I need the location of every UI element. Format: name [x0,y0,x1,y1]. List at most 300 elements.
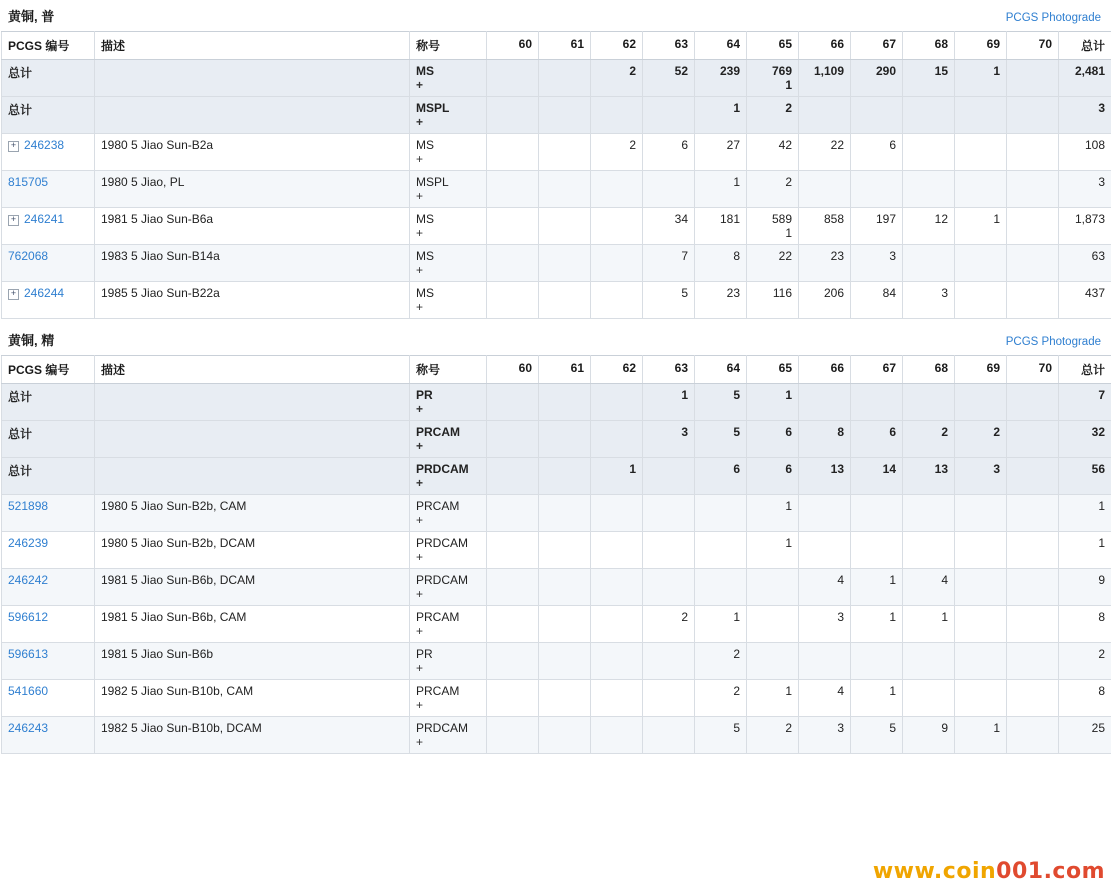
grade-cell: 2 [695,680,747,717]
row-total-cell: 32 [1059,421,1111,458]
photograde-link[interactable]: PCGS Photograde [1005,12,1101,24]
column-header[interactable]: PCGS 编号 [2,356,95,384]
grade-cell: 3 [851,245,903,282]
pcgs-number-link[interactable]: 521898 [8,499,49,513]
table-header-row [2,356,1111,384]
grade-cell: 1 [695,97,747,134]
pcgs-number-cell [2,717,95,754]
grade-cell: 2 [747,171,799,208]
designation-label: MSPL [416,101,450,115]
grade-cell [903,680,955,717]
column-header[interactable]: PCGS 编号 [2,32,95,60]
column-header[interactable]: 62 [591,32,643,60]
column-header[interactable]: 65 [747,32,799,60]
grade-cell [539,421,591,458]
grade-cell: 22 [747,245,799,282]
grade-cell: 2 [747,97,799,134]
pcgs-number-cell [2,245,95,282]
grade-cell [539,606,591,643]
grade-cell: 6 [747,458,799,495]
grade-cell [695,532,747,569]
grade-cell: 2 [591,134,643,171]
designation-cell [410,569,487,606]
designation-plus: + [416,152,424,166]
row-total-cell: 56 [1059,458,1111,495]
grade-cell [955,245,1007,282]
pcgs-number-cell [2,97,95,134]
description-cell [95,384,410,421]
grade-cell [903,384,955,421]
grade-cell: 1 [591,458,643,495]
section-header [0,324,1111,355]
grade-cell: 1 [747,532,799,569]
grade-cell [851,97,903,134]
designation-cell [410,384,487,421]
column-header[interactable]: 总计 [1059,32,1111,60]
grade-cell [955,384,1007,421]
grade-cell [591,606,643,643]
designation-label: PRCAM [416,425,460,439]
table-row [2,134,1111,171]
column-header[interactable]: 68 [903,356,955,384]
grade-cell: 14 [851,458,903,495]
column-header[interactable]: 69 [955,32,1007,60]
designation-cell [410,680,487,717]
grade-cell: 3 [799,606,851,643]
total-row [2,421,1111,458]
grade-cell [1007,495,1059,532]
description-cell: 1980 5 Jiao, PL [95,171,410,208]
total-row [2,97,1111,134]
grade-cell [591,569,643,606]
pcgs-number-link[interactable]: 541660 [8,684,49,698]
grade-cell [487,384,539,421]
grade-cell [591,97,643,134]
pcgs-number-link[interactable]: 246241 [24,212,65,226]
designation-label: PRDCAM [416,573,469,587]
grade-cell [487,97,539,134]
designation-label: MSPL [416,175,449,189]
column-header[interactable]: 称号 [410,32,487,60]
table-row [2,282,1111,319]
grade-cell [1007,60,1059,97]
grade-cell: 2 [695,643,747,680]
pcgs-number-cell [2,208,95,245]
grade-plus-count: 1 [785,78,792,92]
row-total-cell: 1,873 [1059,208,1111,245]
total-label: 总计 [8,66,33,80]
column-header[interactable]: 67 [851,356,903,384]
grade-cell [799,495,851,532]
designation-cell [410,532,487,569]
grade-cell [955,680,1007,717]
grade-cell: 13 [903,458,955,495]
grade-cell [487,245,539,282]
grade-cell: 5 [851,717,903,754]
grade-cell: 5 [695,421,747,458]
pcgs-number-cell [2,495,95,532]
grade-cell [851,643,903,680]
grade-cell [1007,643,1059,680]
description-cell [95,421,410,458]
grade-cell [695,495,747,532]
pcgs-number-cell [2,643,95,680]
designation-cell [410,421,487,458]
designation-label: PRDCAM [416,721,469,735]
total-row [2,384,1111,421]
report-section [0,0,1111,319]
designation-plus: + [416,300,424,314]
column-header[interactable]: 称号 [410,356,487,384]
pcgs-number-cell [2,282,95,319]
grade-cell: 1 [851,680,903,717]
pcgs-number-link[interactable]: 246244 [24,286,65,300]
description-cell: 1983 5 Jiao Sun-B14a [95,245,410,282]
grade-cell [955,134,1007,171]
description-cell: 1980 5 Jiao Sun-B2b, DCAM [95,532,410,569]
grade-cell [851,495,903,532]
pcgs-number-cell [2,60,95,97]
grade-cell [903,171,955,208]
grade-cell: 23 [695,282,747,319]
grade-cell [539,495,591,532]
description-cell: 1980 5 Jiao Sun-B2a [95,134,410,171]
row-total-cell: 25 [1059,717,1111,754]
grade-cell [591,171,643,208]
column-header[interactable]: 62 [591,356,643,384]
table-row [2,495,1111,532]
column-header[interactable]: 65 [747,356,799,384]
pcgs-number-link[interactable]: 246239 [8,536,49,550]
designation-label: MS [416,212,434,226]
pcgs-number-cell [2,532,95,569]
grade-cell: 12 [903,208,955,245]
grade-cell [539,171,591,208]
table-row [2,171,1111,208]
grade-cell [487,60,539,97]
grade-cell [487,421,539,458]
grade-cell [591,208,643,245]
grade-cell [487,208,539,245]
description-cell [95,458,410,495]
grade-cell [747,569,799,606]
section-header [0,0,1111,31]
grade-cell: 9 [903,717,955,754]
grade-cell [903,495,955,532]
grade-cell [591,495,643,532]
grade-cell [1007,208,1059,245]
grade-cell: 3 [799,717,851,754]
grade-cell [1007,680,1059,717]
designation-plus: + [416,226,424,240]
grade-cell [591,717,643,754]
grade-cell [799,97,851,134]
grade-cell: 239 [695,60,747,97]
grade-cell: 858 [799,208,851,245]
grade-cell [1007,421,1059,458]
section-title: 黄铜, 普 [8,9,55,24]
grade-cell: 6 [695,458,747,495]
grade-cell [695,569,747,606]
column-header[interactable]: 描述 [95,356,410,384]
designation-label: MS [416,64,434,78]
designation-cell [410,606,487,643]
grade-cell [643,458,695,495]
grade-cell [1007,171,1059,208]
grade-cell: 1,109 [799,60,851,97]
column-header[interactable]: 总计 [1059,356,1111,384]
row-total-cell: 63 [1059,245,1111,282]
grade-cell [747,606,799,643]
designation-plus: + [416,513,424,527]
grade-cell: 6 [643,134,695,171]
column-header[interactable]: 70 [1007,356,1059,384]
row-total-cell: 9 [1059,569,1111,606]
designation-plus: + [416,735,424,749]
column-header[interactable]: 66 [799,356,851,384]
designation-cell [410,717,487,754]
table-row [2,680,1111,717]
designation-cell [410,643,487,680]
pcgs-number-cell [2,421,95,458]
grade-cell: 1 [955,60,1007,97]
grade-cell: 5 [695,384,747,421]
grade-cell [539,384,591,421]
table-row [2,569,1111,606]
grade-cell [955,171,1007,208]
expand-icon[interactable]: + [8,215,19,226]
grade-cell [903,97,955,134]
grade-cell [539,717,591,754]
pcgs-number-cell [2,606,95,643]
grade-cell: 8 [695,245,747,282]
total-label: 总计 [8,390,33,404]
grade-cell [643,532,695,569]
column-header[interactable]: 69 [955,356,1007,384]
grade-cell: 3 [903,282,955,319]
grade-cell: 2 [591,60,643,97]
pcgs-number-link[interactable]: 246243 [8,721,49,735]
designation-plus: + [416,263,424,277]
grade-cell: 2 [643,606,695,643]
designation-plus: + [416,439,424,453]
grade-cell [539,569,591,606]
grade-cell [487,717,539,754]
pcgs-number-link[interactable]: 596612 [8,610,49,624]
designation-cell [410,245,487,282]
description-cell: 1980 5 Jiao Sun-B2b, CAM [95,495,410,532]
grade-cell: 1 [903,606,955,643]
photograde-link[interactable]: PCGS Photograde [1005,336,1101,348]
grade-cell: 6 [851,134,903,171]
row-total-cell: 1 [1059,495,1111,532]
description-cell: 1981 5 Jiao Sun-B6b, DCAM [95,569,410,606]
table-row [2,717,1111,754]
designation-cell [410,97,487,134]
column-header[interactable]: 64 [695,356,747,384]
grade-count: 589 [771,212,792,226]
designation-label: PRCAM [416,684,460,698]
column-header[interactable]: 66 [799,32,851,60]
grade-cell: 34 [643,208,695,245]
grade-cell [1007,532,1059,569]
grade-cell [539,643,591,680]
column-header[interactable]: 63 [643,32,695,60]
grade-cell: 181 [695,208,747,245]
grade-cell [643,569,695,606]
designation-cell [410,282,487,319]
grade-cell [747,208,799,245]
grade-cell [487,606,539,643]
pcgs-number-link[interactable]: 815705 [8,175,49,189]
grade-cell: 27 [695,134,747,171]
grade-cell [1007,458,1059,495]
pcgs-number-link[interactable]: 596613 [8,647,49,661]
grade-cell: 197 [851,208,903,245]
description-cell: 1982 5 Jiao Sun-B10b, DCAM [95,717,410,754]
grade-cell [955,569,1007,606]
grade-cell: 5 [643,282,695,319]
watermark-part2: 001.com [996,859,1105,884]
column-header[interactable]: 60 [487,32,539,60]
grade-cell: 1 [851,606,903,643]
expand-icon[interactable]: + [8,141,19,152]
designation-label: PRDCAM [416,462,469,476]
grade-cell [643,171,695,208]
grade-cell [487,282,539,319]
description-cell [95,60,410,97]
designation-plus: + [416,624,424,638]
watermark-part1: www.coin [872,859,997,884]
section-spacer [0,754,1111,759]
column-header[interactable]: 70 [1007,32,1059,60]
column-header[interactable]: 63 [643,356,695,384]
column-header[interactable]: 61 [539,356,591,384]
grade-cell [539,60,591,97]
designation-plus: + [416,189,424,203]
grade-cell [851,384,903,421]
pcgs-number-link[interactable]: 246242 [8,573,49,587]
grade-cell [851,532,903,569]
grade-cell [851,171,903,208]
table-row [2,606,1111,643]
grade-cell [747,60,799,97]
grade-cell: 4 [903,569,955,606]
grade-cell [955,282,1007,319]
pcgs-number-link[interactable]: 246238 [24,138,65,152]
grade-cell [487,495,539,532]
pcgs-number-cell [2,171,95,208]
expand-icon[interactable]: + [8,289,19,300]
row-total-cell: 2 [1059,643,1111,680]
column-header[interactable]: 60 [487,356,539,384]
row-total-cell: 3 [1059,171,1111,208]
grade-cell: 13 [799,458,851,495]
row-total-cell: 7 [1059,384,1111,421]
grade-cell: 3 [643,421,695,458]
designation-cell [410,60,487,97]
designation-label: PRCAM [416,610,460,624]
pcgs-number-cell [2,384,95,421]
column-header[interactable]: 61 [539,32,591,60]
grade-cell [643,495,695,532]
designation-label: PR [416,647,433,661]
pcgs-number-link[interactable]: 762068 [8,249,49,263]
grade-cell [591,245,643,282]
grade-cell: 1 [851,569,903,606]
description-cell: 1982 5 Jiao Sun-B10b, CAM [95,680,410,717]
pcgs-number-cell [2,134,95,171]
grade-cell: 42 [747,134,799,171]
designation-label: PRCAM [416,499,460,513]
grade-cell: 3 [955,458,1007,495]
grade-cell [1007,245,1059,282]
grade-cell [643,680,695,717]
table-row [2,643,1111,680]
grade-plus-count: 1 [785,226,792,240]
grade-cell [539,134,591,171]
total-label: 总计 [8,427,33,441]
grade-cell [591,282,643,319]
column-header[interactable]: 描述 [95,32,410,60]
grade-cell [591,384,643,421]
watermark [873,859,1105,884]
pcgs-number-cell [2,458,95,495]
grade-cell [1007,97,1059,134]
description-cell: 1981 5 Jiao Sun-B6a [95,208,410,245]
description-cell: 1981 5 Jiao Sun-B6b, CAM [95,606,410,643]
designation-plus: + [416,78,424,92]
grade-cell: 4 [799,680,851,717]
column-header[interactable]: 64 [695,32,747,60]
grade-cell: 290 [851,60,903,97]
grade-cell: 6 [747,421,799,458]
designation-label: PR [416,388,433,402]
grade-cell [539,680,591,717]
grade-cell [539,458,591,495]
grade-cell: 1 [747,384,799,421]
description-cell [95,97,410,134]
row-total-cell: 3 [1059,97,1111,134]
population-table [1,31,1111,319]
row-total-cell: 8 [1059,606,1111,643]
grade-cell [643,717,695,754]
table-row [2,532,1111,569]
grade-cell: 4 [799,569,851,606]
grade-cell [487,458,539,495]
grade-cell: 1 [643,384,695,421]
column-header[interactable]: 68 [903,32,955,60]
grade-cell: 206 [799,282,851,319]
designation-label: MS [416,286,434,300]
row-total-cell: 437 [1059,282,1111,319]
grade-cell [747,643,799,680]
grade-cell [487,532,539,569]
grade-cell [487,643,539,680]
grade-cell [1007,282,1059,319]
designation-plus: + [416,550,424,564]
designation-cell [410,134,487,171]
total-label: 总计 [8,464,33,478]
description-cell: 1985 5 Jiao Sun-B22a [95,282,410,319]
designation-plus: + [416,402,424,416]
column-header[interactable]: 67 [851,32,903,60]
designation-plus: + [416,661,424,675]
grade-cell [903,134,955,171]
table-row [2,245,1111,282]
grade-cell: 15 [903,60,955,97]
designation-cell [410,208,487,245]
